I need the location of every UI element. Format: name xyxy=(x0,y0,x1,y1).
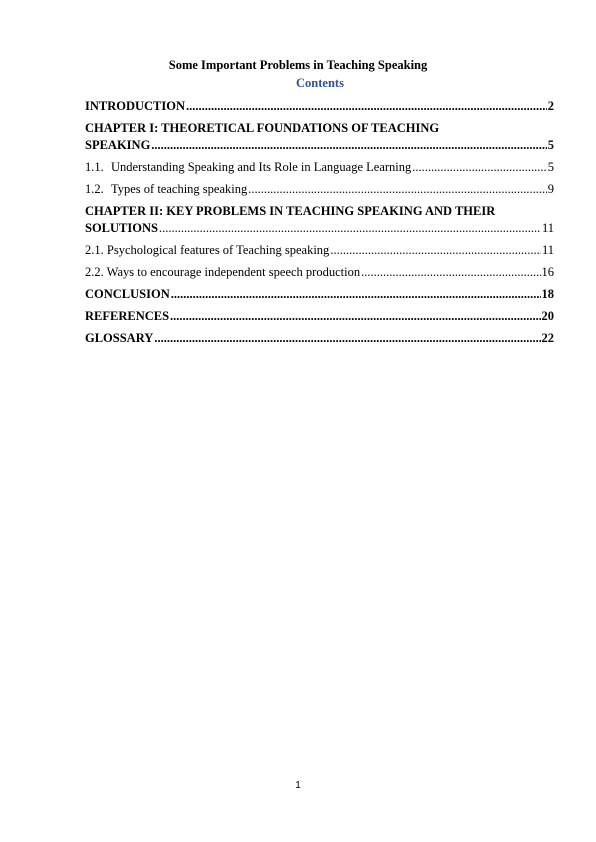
toc-entry-chapter-2[interactable] xyxy=(85,203,554,237)
toc-entry-label: GLOSSARY xyxy=(85,331,154,345)
toc-section-number: 1.1. xyxy=(85,160,104,174)
toc-entry-label: 2.2. Ways to encourage independent speech production xyxy=(85,265,361,279)
toc-page-number: 18 xyxy=(541,287,554,301)
toc-entry-label: INTRODUCTION xyxy=(85,99,186,113)
dot-leader xyxy=(412,159,546,176)
toc-entry-label: CONCLUSION xyxy=(85,287,170,301)
dot-leader xyxy=(171,286,541,303)
toc-page-number: 16 xyxy=(541,265,554,279)
toc-entry-label-line1: CHAPTER I: THEORETICAL FOUNDATIONS OF TEACHING xyxy=(85,121,440,135)
table-of-contents xyxy=(85,98,554,347)
dot-leader xyxy=(159,220,541,237)
contents-heading: Contents xyxy=(296,76,344,90)
toc-page-number: 5 xyxy=(547,160,554,174)
toc-entry-section-2-1[interactable] xyxy=(85,242,554,259)
page-number: 1 xyxy=(295,780,301,791)
toc-page-number: 11 xyxy=(541,221,554,235)
toc-entry-label: REFERENCES xyxy=(85,309,170,323)
toc-entry-section-2-2[interactable] xyxy=(85,264,554,281)
toc-section-number: 1.2. xyxy=(85,182,104,196)
dot-leader xyxy=(248,181,547,198)
dot-leader xyxy=(170,308,540,325)
document-title: Some Important Problems in Teaching Speaking xyxy=(168,58,428,72)
toc-entry-section-1-2[interactable] xyxy=(85,181,554,198)
toc-entry-label: Types of teaching speaking xyxy=(111,182,248,196)
dot-leader xyxy=(154,330,540,347)
toc-entry-section-1-1[interactable] xyxy=(85,159,554,176)
toc-page-number: 20 xyxy=(541,309,554,323)
dot-leader xyxy=(361,264,540,281)
dot-leader xyxy=(330,242,541,259)
toc-entry-label: 2.1. Psychological features of Teaching speaking xyxy=(85,243,330,257)
toc-entry-chapter-1[interactable] xyxy=(85,120,554,154)
toc-page-number: 5 xyxy=(547,138,554,152)
toc-entry-glossary[interactable] xyxy=(85,330,554,347)
toc-entry-label-line1: CHAPTER II: KEY PROBLEMS IN TEACHING SPEAKING AND THEIR xyxy=(85,204,496,218)
toc-page-number: 2 xyxy=(547,99,554,113)
toc-page-number: 9 xyxy=(547,182,554,196)
toc-entry-references[interactable] xyxy=(85,308,554,325)
dot-leader xyxy=(186,98,547,115)
toc-entry-introduction[interactable] xyxy=(85,98,554,115)
toc-entry-label-line2: SPEAKING xyxy=(85,138,151,152)
toc-entry-label-line2: SOLUTIONS xyxy=(85,221,158,235)
toc-entry-conclusion[interactable] xyxy=(85,286,554,303)
toc-page-number: 11 xyxy=(541,243,554,257)
toc-entry-label: Understanding Speaking and Its Role in Language Learning xyxy=(111,160,412,174)
dot-leader xyxy=(151,137,546,154)
toc-page-number: 22 xyxy=(541,331,554,345)
